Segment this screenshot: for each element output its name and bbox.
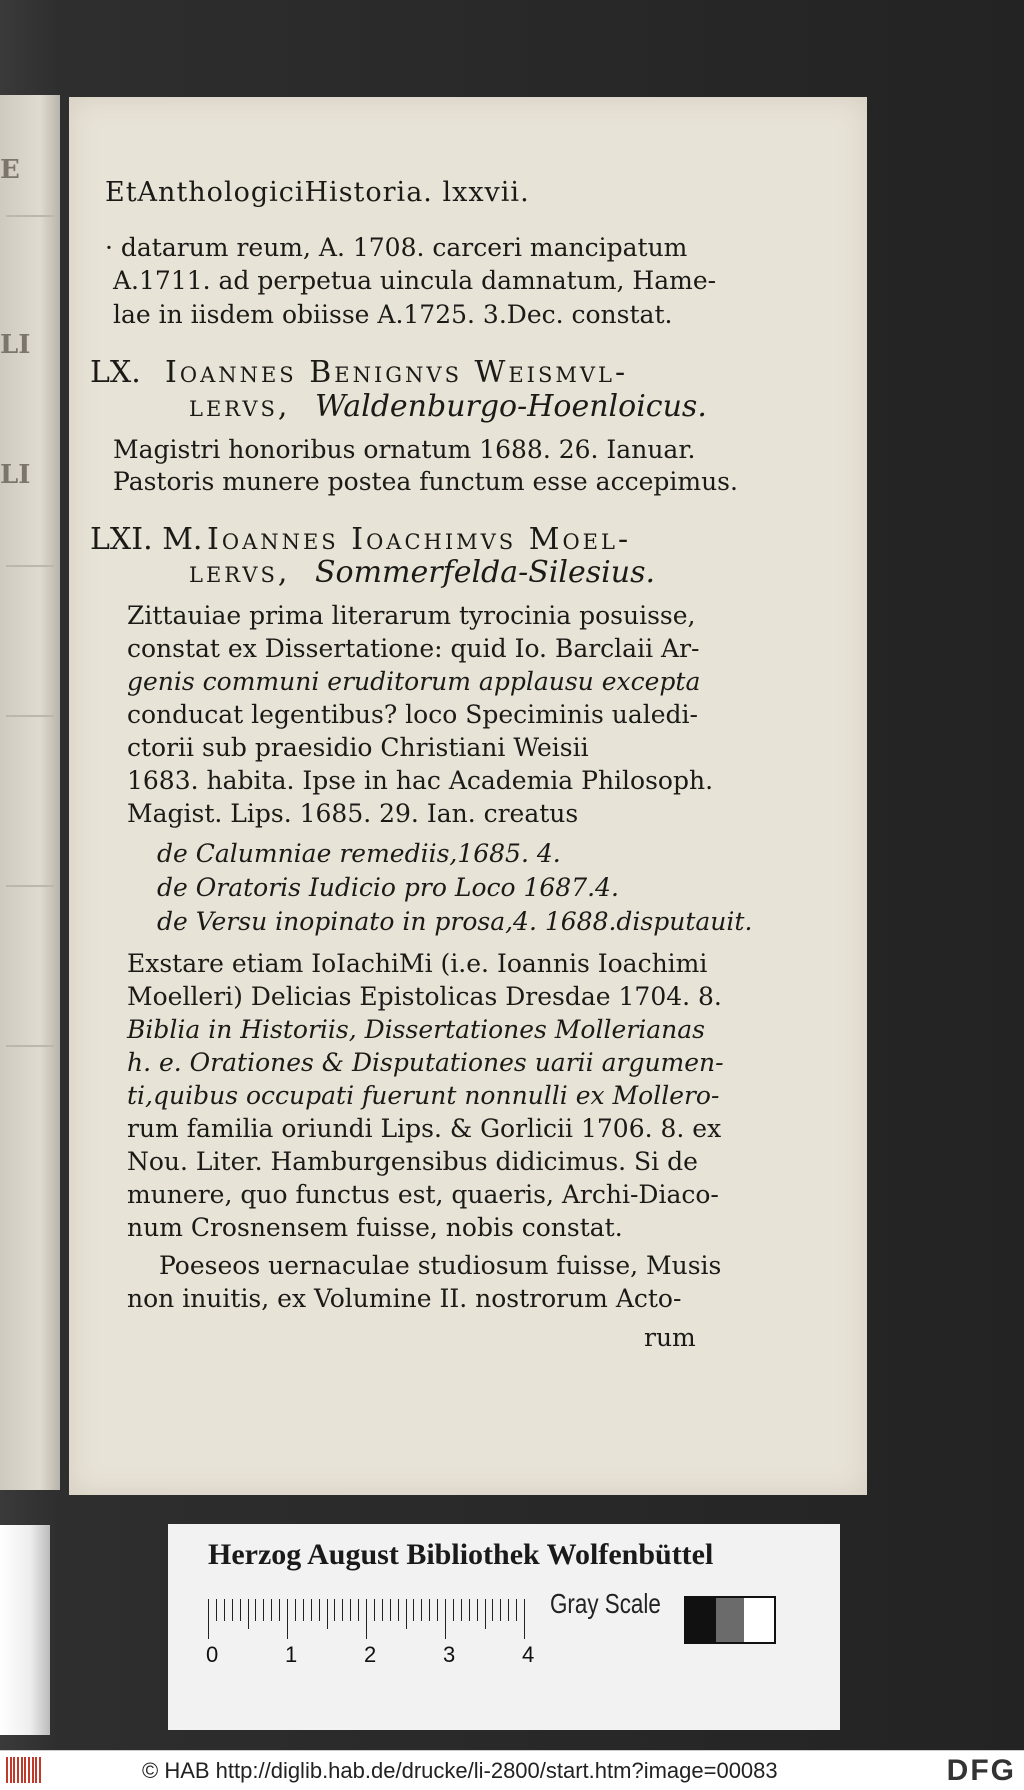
text-line: 1683. habita. Ipse in hac Academia Philosoph. [127,766,714,795]
ruler-tick [287,1599,288,1639]
ruler-tick [516,1599,517,1621]
ruler-tick [279,1599,280,1621]
logo-bar [13,1757,15,1783]
ruler-tick [216,1599,217,1621]
entry-name: Ioannes Ioachimvs Moel- [207,522,632,557]
ruler-tick [382,1599,383,1621]
logo-bar [28,1757,30,1783]
text-line: ti,quibus occupati fuerunt nonnulli ex Mollero- [127,1081,720,1110]
dissertation-line: de Oratoris Iudicio pro Loco 1687.4. [157,873,619,902]
ruler-label: 2 [364,1642,377,1667]
text-line: Poeseos uernaculae studiosum fuisse, Musis [159,1251,722,1280]
ruler-tick [390,1599,391,1621]
ruler-tick [295,1599,296,1621]
ruler-tick [413,1599,414,1621]
ruler-tick [311,1599,312,1621]
ruler-tick [358,1599,359,1621]
ruler-tick [366,1599,367,1639]
entry-name-cont: lervs, [189,389,291,424]
text-line: Magist. Lips. 1685. 29. Ian. creatus [127,799,579,828]
text-line: h. e. Orationes & Disputationes uarii argumen- [127,1048,724,1077]
ruler-tick [445,1599,446,1639]
ruler-tick [232,1599,233,1621]
ruler-tick [374,1599,375,1621]
text-line: munere, quo functus est, quaeris, Archi-Diaco- [127,1180,719,1209]
text-line: ctorii sub praesidio Christiani Weisii [127,733,589,762]
logo-bar [24,1757,26,1783]
ruler-tick [524,1599,525,1639]
dissertation-line: de Calumniae remediis,1685. 4. [157,839,561,868]
ruler-tick [334,1599,335,1621]
ruler-tick [453,1599,454,1621]
ruler-tick [492,1599,493,1621]
text-line: Zittauiae prima literarum tyrocinia posuisse, [127,601,696,630]
gray-swatch-white [744,1598,774,1642]
text-line: A.1711. ad perpetua uincula damnatum, Hame- [113,266,717,295]
ruler-tick [255,1599,256,1621]
target-title: Herzog August Bibliothek Wolfenbüttel [208,1538,714,1571]
entry-origin: Sommerfelda-Silesius. [315,555,656,590]
gray-swatch-mid [716,1598,744,1642]
book-page [69,97,867,1495]
hab-logo [6,1757,46,1783]
text-line: constat ex Dissertatione: quid Io. Barclaii Ar- [127,634,700,663]
footer-bar [0,1750,1024,1790]
entry-origin: Waldenburgo-Hoenloicus. [315,389,707,424]
running-head: EtAnthologiciHistoria. lxxvii. [105,177,530,208]
ruler-tick [240,1599,241,1621]
logo-bar [39,1757,41,1783]
ruler-label: 4 [522,1642,535,1667]
ruler-tick [398,1599,399,1621]
ruler-tick [248,1599,249,1629]
ruler-tick [461,1599,462,1621]
ruler-tick [319,1599,320,1621]
ruler-tick [342,1599,343,1621]
ruler-label: 1 [285,1642,298,1667]
text-line: conducat legentibus? loco Speciminis ualedi- [127,700,698,729]
ruler-tick [350,1599,351,1621]
gray-scale-label: Gray Scale [550,1588,661,1619]
ruler-tick [437,1599,438,1621]
text-line: rum familia oriundi Lips. & Gorlicii 1706. 8. ex [127,1114,722,1143]
text-line: num Crosnensem fuisse, nobis constat. [127,1213,623,1242]
adjacent-page-edge: E LI LI [0,95,60,1490]
gray-swatch-black [686,1598,716,1642]
ruler-tick [500,1599,501,1621]
ruler-tick [208,1599,209,1639]
ruler-tick [477,1599,478,1621]
logo-bar [10,1757,12,1783]
text-line: Nou. Liter. Hamburgensibus didicimus. Si de [127,1147,698,1176]
book-binding [0,1525,50,1735]
logo-bar [6,1757,8,1783]
ruler-tick [327,1599,328,1629]
entry-name-cont: lervs, [189,555,291,590]
text-line: Biblia in Historiis, Dissertationes Mollerianas [127,1015,705,1044]
text-line: Moelleri) Delicias Epistolicas Dresdae 1704. 8. [127,982,722,1011]
ruler-tick [429,1599,430,1621]
ruler-tick [271,1599,272,1621]
ruler-label: 0 [206,1642,219,1667]
text-line: Pastoris munere postea functum esse accepimus. [113,467,738,496]
text-line: · datarum reum, A. 1708. carceri mancipatum [105,233,688,262]
footer-copyright-link[interactable]: © HAB http://diglib.hab.de/drucke/li-2800/start.htm?image=00083 [142,1758,778,1783]
ruler-tick [508,1599,509,1621]
ruler-labels [206,1642,726,1672]
ruler-tick [421,1599,422,1621]
dfg-logo: DFG [946,1754,1016,1787]
ruler-tick [263,1599,264,1621]
ruler-tick [406,1599,407,1629]
logo-bar [32,1757,34,1783]
gray-scale-swatches [684,1596,776,1644]
logo-bar [21,1757,23,1783]
text-line: Magistri honoribus ornatum 1688. 26. Ianuar. [113,435,696,464]
ruler-tick [469,1599,470,1621]
ruler-tick [485,1599,486,1629]
ruler-label: 3 [443,1642,456,1667]
ruler-tick [303,1599,304,1621]
catchword: rum [644,1323,696,1352]
entry-name: Ioannes Benignvs Weismvl- [165,355,629,390]
text-line: lae in iisdem obiisse A.1725. 3.Dec. constat. [113,300,673,329]
text-line: non inuitis, ex Volumine II. nostrorum Acto- [127,1284,682,1313]
dissertation-line: de Versu inopinato in prosa,4. 1688.disputauit. [157,907,753,936]
logo-bar [35,1757,37,1783]
color-target-card [168,1524,840,1730]
entry-number: LX. [90,355,141,390]
ruler-tick [224,1599,225,1621]
text-line: Exstare etiam IoIachiMi (i.e. Ioannis Ioachimi [127,949,708,978]
text-line: genis communi eruditorum applausu excepta [127,667,701,696]
logo-bar [17,1757,19,1783]
entry-number: LXI. M. [90,522,203,557]
